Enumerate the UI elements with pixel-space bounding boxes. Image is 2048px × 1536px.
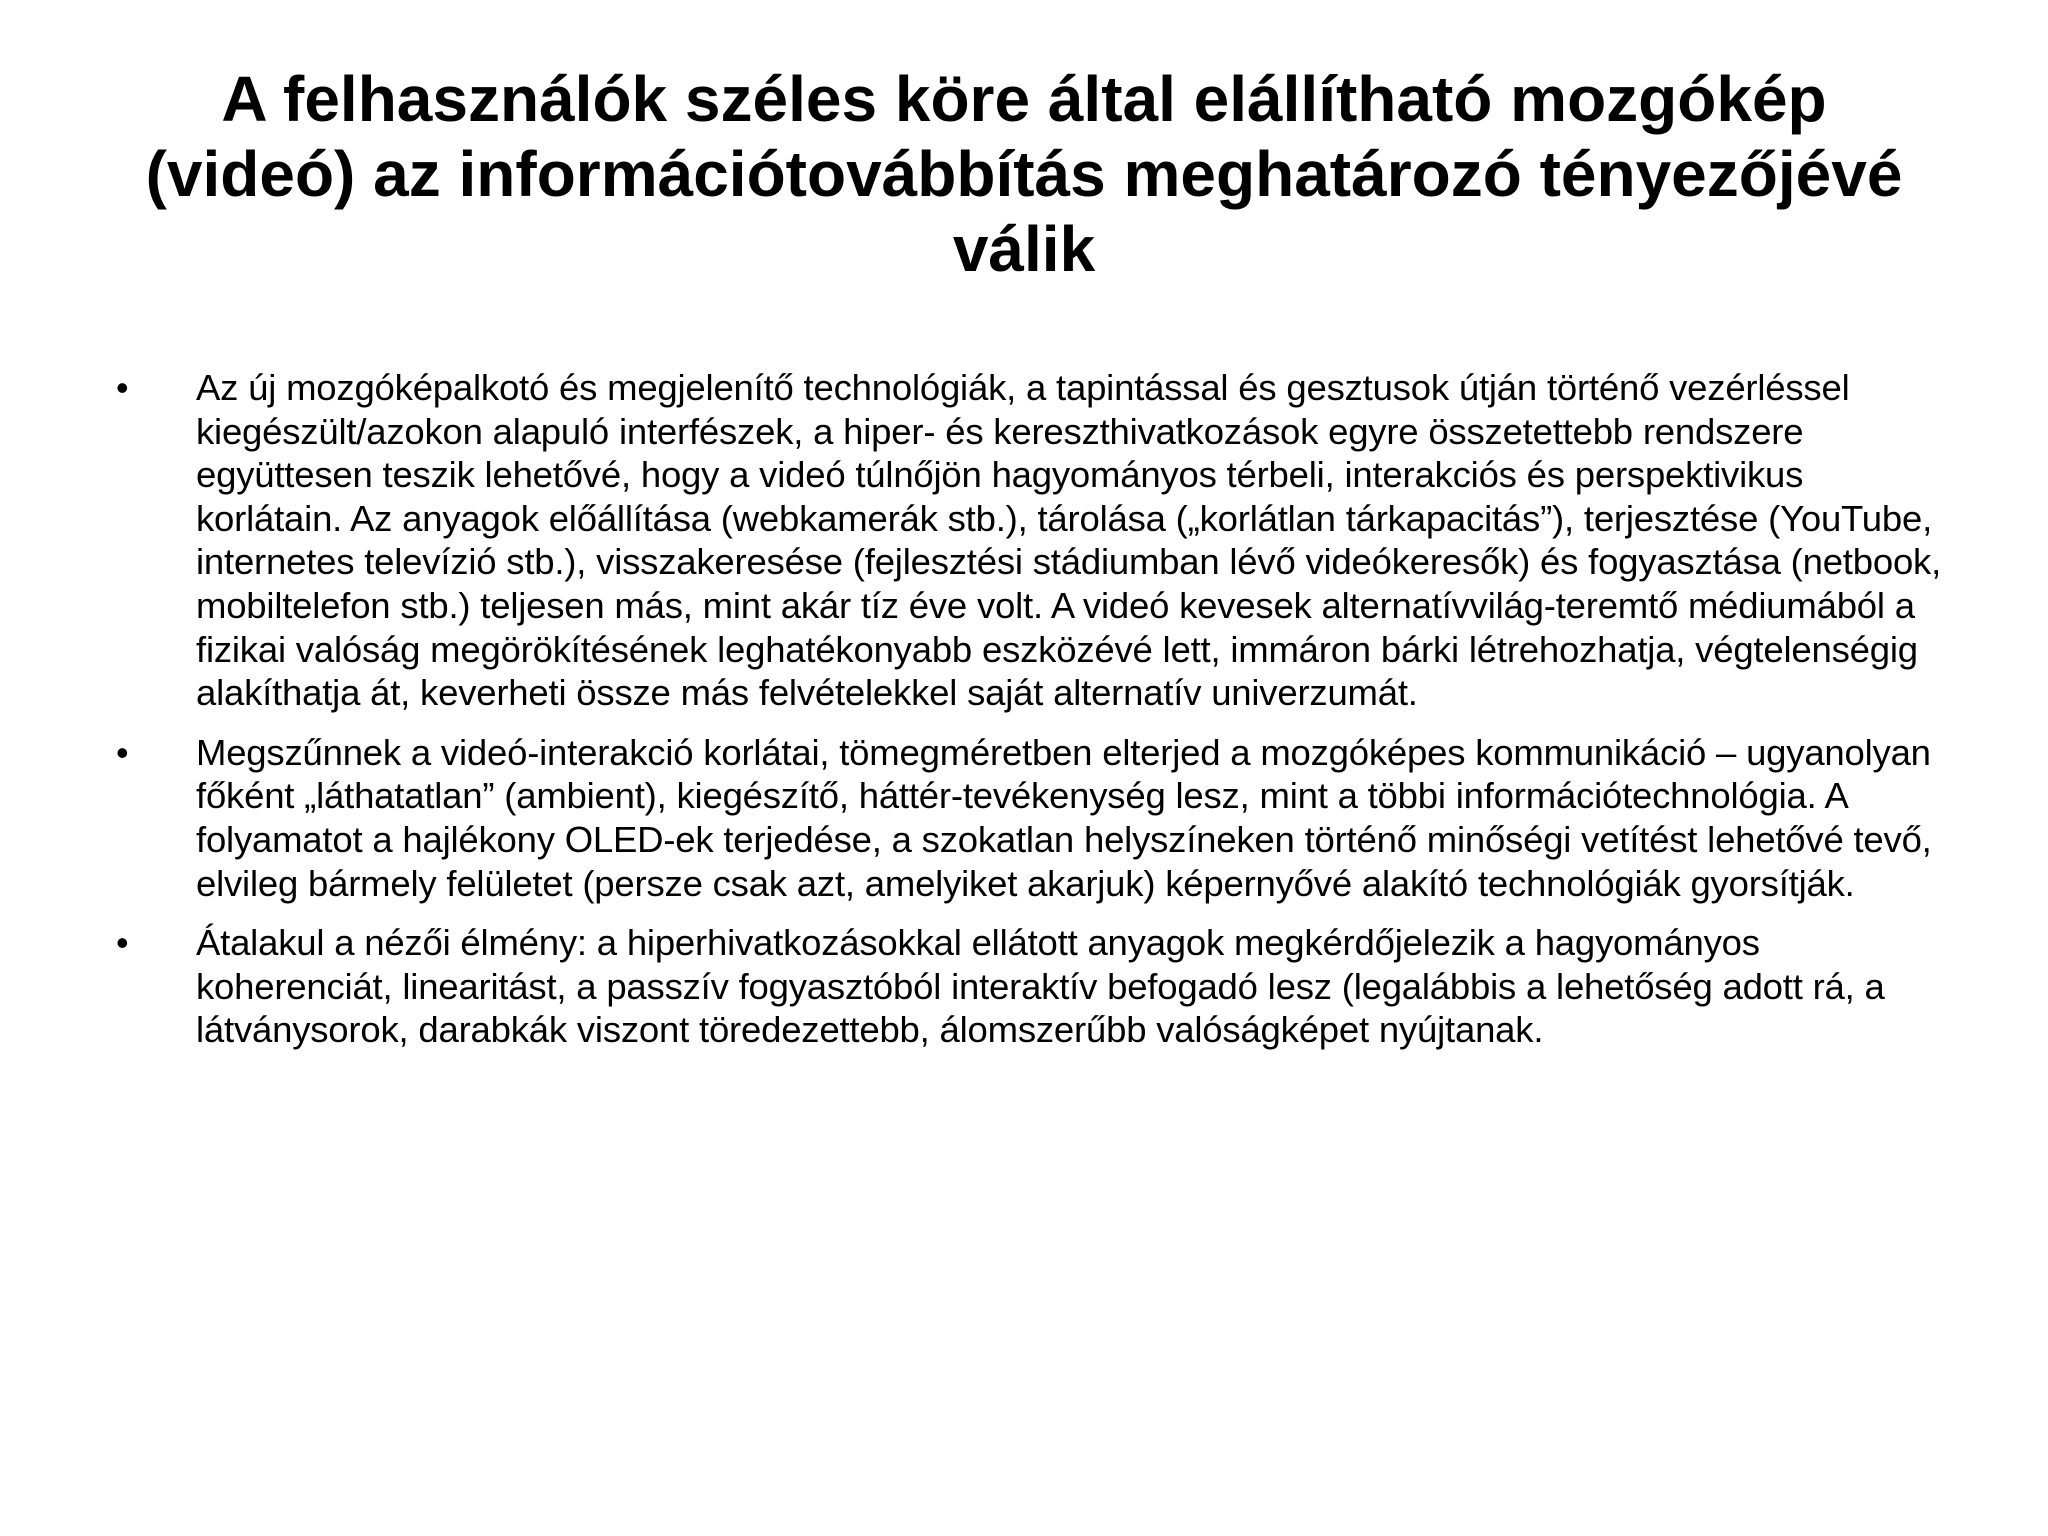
- bullet-text: Az új mozgóképalkotó és megjelenítő technológiák, a tapintással és gesztusok útján történő vezérléssel kiegészült/azokon alapuló interfészek, a hiper- és kereszthivatkozások egyre összetettebb rendszere együttesen teszik lehetővé, hogy a videó túlnőjön hagyományos térbeli, interakciós és perspektivikus korlátain. Az anyagok előállítása (webkamerák stb.), tárolása („korlátlan tárkapacitás”), terjesztése (YouTube, internetes televízió stb.), visszakeresése (fejlesztési stádiumban lévő videókeresők) és fogyasztása (netbook, mobiltelefon stb.) teljesen más, mint akár tíz éve volt. A videó kevesek alternatívvilág-teremtő médiumából a fizikai valóság megörökítésének leghatékonyabb eszközévé lett, immáron bárki létrehozhatja, végtelenségig alakíthatja át, keverheti össze más felvételekkel saját alternatív univerzumát.: [196, 367, 1942, 714]
- bullet-item-3: [112, 921, 1942, 1052]
- slide-title: A felhasználók széles köre által elállítható mozgókép (videó) az információtovábbítás meghatározó tényezőjévé válik: [145, 63, 1903, 285]
- bullet-item-1: [112, 366, 1942, 715]
- bullet-point-icon: •: [116, 367, 129, 408]
- bullet-text: Átalakul a nézői élmény: a hiperhivatkozásokkal ellátott anyagok megkérdőjelezik a hagyományos koherenciát, linearitást, a passzív fogyasztóból interaktív befogadó lesz (legalábbis a lehetőség adott rá, a látványsorok, darabkák viszont töredezettebb, álomszerűbb valóságképet nyújtanak.: [196, 922, 1885, 1051]
- bullet-text: Megszűnnek a videó-interakció korlátai, tömegméretben elterjed a mozgóképes kommunikáció – ugyanolyan főként „láthatatlan” (ambient), kiegészítő, háttér-tevékenység lesz, mint a többi információtechnológia. A folyamatot a hajlékony OLED-ek terjedése, a szokatlan helyszíneken történő minőségi vetítést lehetővé tevő, elvileg bármely felületet (persze csak azt, amelyiket akarjuk) képernyővé alakító technológiák gyorsítják.: [196, 731, 1932, 904]
- bullet-item-2: [112, 731, 1942, 905]
- bullet-point-icon: •: [116, 922, 129, 964]
- bullet-point-icon: •: [116, 731, 129, 773]
- bullet-list: [112, 366, 1942, 1068]
